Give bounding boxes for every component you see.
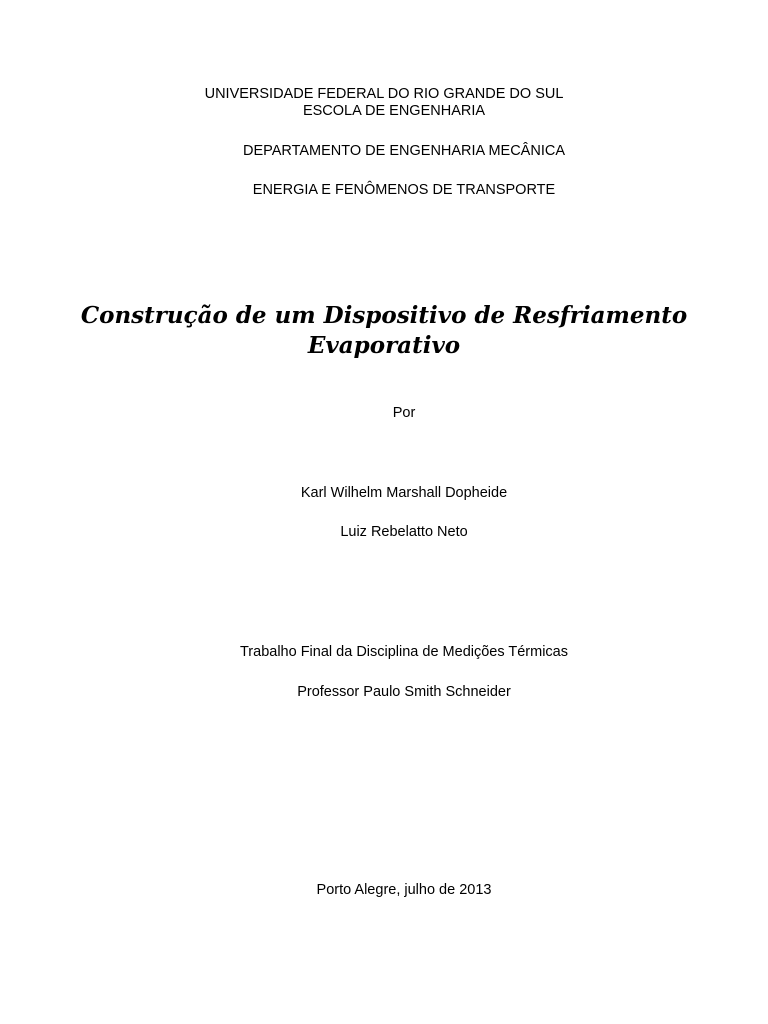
author-name: Karl Wilhelm Marshall Dopheide	[300, 485, 508, 501]
school-name: ESCOLA DE ENGENHARIA	[302, 103, 486, 119]
professor-name: Professor Paulo Smith Schneider	[297, 684, 511, 700]
department-name: DEPARTAMENTO DE ENGENHARIA MECÂNICA	[242, 143, 565, 159]
university-name: UNIVERSIDADE FEDERAL DO RIO GRANDE DO SUL	[204, 86, 564, 102]
by-label: Por	[392, 405, 416, 421]
document-title-line-2: Evaporativo	[307, 332, 461, 359]
course-name: Trabalho Final da Disciplina de Medições Térmicas	[239, 644, 568, 660]
area-name: ENERGIA E FENÔMENOS DE TRANSPORTE	[252, 182, 556, 198]
author-name: Luiz Rebelatto Neto	[340, 524, 468, 540]
place-and-date: Porto Alegre, julho de 2013	[316, 882, 492, 898]
document-title-line-1: Construção de um Dispositivo de Resfriamento	[80, 302, 688, 329]
